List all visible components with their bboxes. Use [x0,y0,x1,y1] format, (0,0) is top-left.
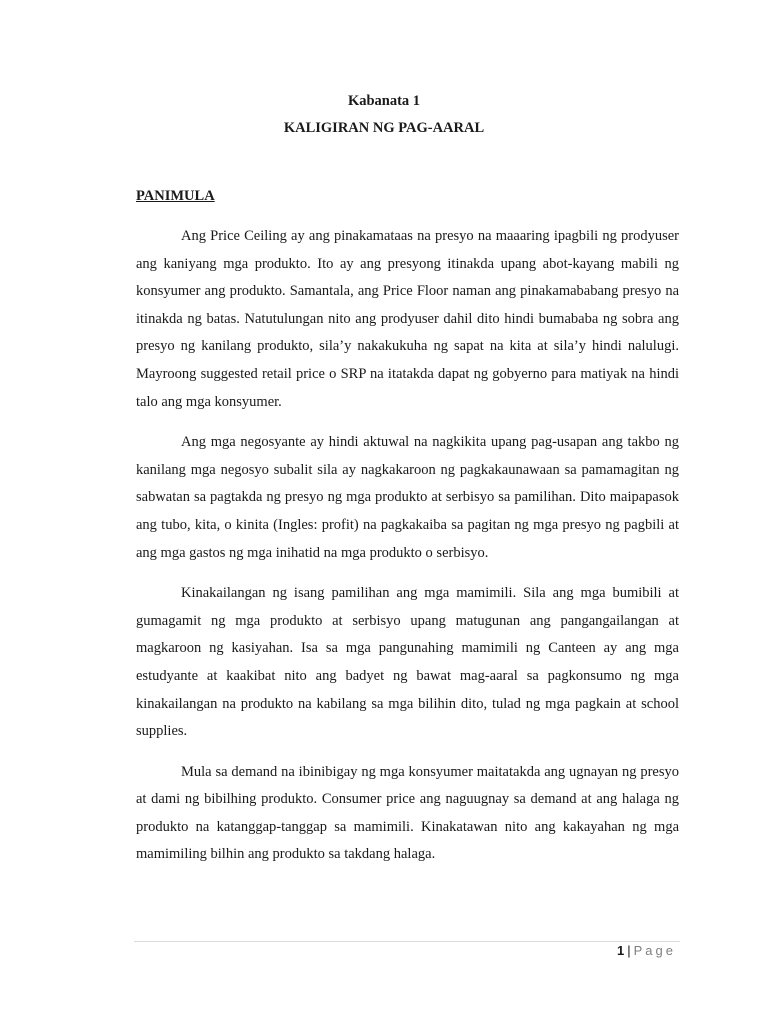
paragraph: Mula sa demand na ibinibigay ng mga konsyumer maitatakda ang ugnayan ng presyo at dami ng bibilhing produkto. Consumer price ang naguugnay sa demand at ang halaga ng produkto na katanggap-tanggap sa mamimili. Kinakatawan nito ang kakayahan ng mga mamimiling bilhin ang produkto sa takdang halaga. [136,763,679,863]
footer-separator: | [627,943,631,958]
footer-divider [134,941,680,942]
chapter-label: Kabanata 1 [347,93,421,109]
chapter-title: KALIGIRAN NG PAG-AARAL [283,120,485,136]
page-footer [617,943,676,959]
page-number: 1 [617,943,625,958]
section-heading: PANIMULA [136,188,215,204]
paragraph: Ang mga negosyante ay hindi aktuwal na nagkikita upang pag-usapan ang takbo ng kanilang mga negosyo subalit sila ay nagkakaroon ng pagkakaunawaan sa pamamagitan ng sabwatan sa pagtakda ng presyo ng mga produkto at serbisyo sa pamilihan. Dito maipapasok ang tubo, kita, o kinita (Ingles: profit) na pagkakaiba sa pagitan ng mga presyo ng pagbili at ang mga gastos ng mga inihatid na mga produkto o serbisyo. [136,434,679,561]
document-body [136,223,679,882]
page-label: Page [633,943,676,958]
paragraph: Kinakailangan ng isang pamilihan ang mga mamimili. Sila ang mga bumibili at gumagamit ng mga produkto at serbisyo upang matugunan ang pangangailangan at magkaroon ng kasiyahan. Isa sa mga pangunahing mamimili ng Canteen ay ang mga estudyante at kaakibat nito ang badyet ng bawat mag-aaral sa pagkonsumo ng mga kinakailangan na produkto na kabilang sa mga bilihin dito, tulad ng mga pagkain at school supplies. [136,585,679,740]
paragraph: Ang Price Ceiling ay ang pinakamataas na presyo na maaaring ipagbili ng prodyuser ang kaniyang mga produkto. Ito ay ang presyong itinakda upang abot-kayang mabili ng konsyumer ang produkto. Samantala, ang Price Floor naman ang pinakamababang presyo na itinakda ng batas. Natutulungan nito ang prodyuser dahil dito hindi bumababa ng sobra ang presyo ng kanilang produkto, sila’y nakakukuha ng sapat na kita at sila’y hindi nalulugi. Mayroong suggested retail price o SRP na itatakda dapat ng gobyerno para matiyak na hindi talo ang mga konsyumer. [136,228,679,410]
